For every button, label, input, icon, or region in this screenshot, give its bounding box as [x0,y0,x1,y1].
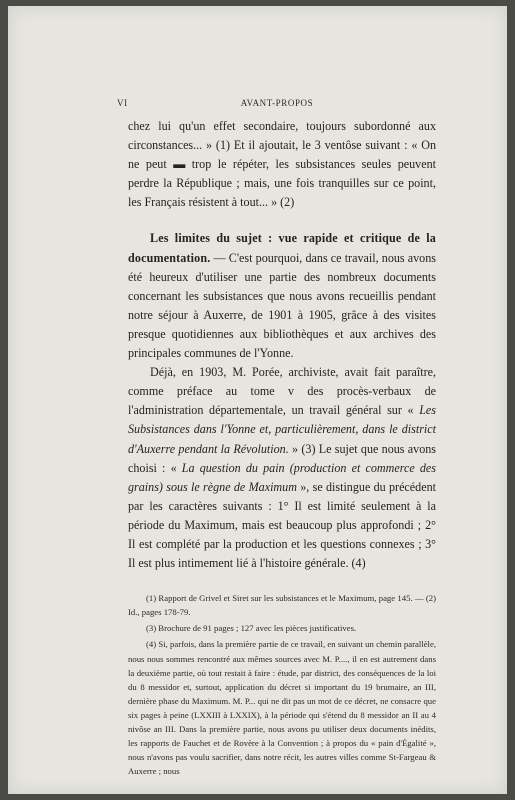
footnotes [128,591,436,778]
paragraph-poree [128,363,436,573]
footnote-1-2: (1) Rapport de Grivel et Siret sur les subsistances et le Maximum, page 145. — (2) Id., pages 178-79. [128,593,436,618]
paragraph-poree-text-a: Déjà, en 1903, M. Porée, archiviste, avait fait paraître, comme préface au tome v des procès-verbaux de l'administration départementale, un travail général sur « [128,365,436,418]
work-title-subject: La question du pain (production et commerce des grains) sous le règne de Maximum [128,460,436,494]
footnote-3: (3) Brochure de 91 pages ; 127 avec les pièces justificatives. [146,623,357,634]
paragraph-limits [128,229,436,363]
text-block [128,117,436,778]
section-heading: Les limites du sujet : vue rapide et critique de la documentation. [128,231,436,265]
page-number: VI [117,98,128,108]
paragraph-poree-text-c: », se distingue du précédent par les caractères suivants : 1° Il est limité seulement à la période du Maximum, mais est beaucoup plus approfondi ; 2° Il est complété par la production et les questions connexes ; 3° Il est plus intimement lié à l'histoire générale. (4) [128,479,436,571]
footnote-4: (4) Si, parfois, dans la première partie de ce travail, en suivant un chemin parallèle, nous nous sommes rencontré aux mêmes sources avec M. P...., il en est autrement dans la deuxième partie, où tout restait à faire : étude, par district, des conséquences de la loi du 8 messidor et, surtout, application du décret si important du 19 brumaire, an III, dernière phase du Maximum. M. P... qui ne dit pas un mot de ce décret, ne consacre que six pages à peine (LXXIII à LXXIX), à la période qui s'étend du 8 messidor an II au 4 nivôse an III. Dans la première partie, nous avons pu utiliser deux documents inédits, les rapports de Fauchet et de Rovère à la Convention ; à propos du « pain d'Égalité », nous n'avons pas voulu sacrifier, dans notre récit, les autres villes comme St-Fargeau & Auxerre ; nous [128,639,436,777]
main-text [128,117,436,573]
paragraph-poree-text-b: » (3) Le sujet que nous avons choisi : « [128,441,436,475]
work-title-poree: Les Subsistances dans l'Yonne et, particulièrement, dans le district d'Auxerre pendant la Révolution. [128,403,436,456]
running-title: AVANT-PROPOS [240,98,314,108]
paragraph-continuation: chez lui qu'un effet secondaire, toujours subordonné aux circonstances... » (1) Et il ajoutait, le 3 ventôse suivant : « On ne peut ▬ trop le répéter, les subsistances seules peuvent perdre la République ; mais, une fois tranquilles sur ce point, les Français résistent à tout... » (2) [128,119,436,210]
paragraph-limits-text: — C'est pourquoi, dans ce travail, nous avons été heureux d'utiliser une partie des nombreux documents concernant les subsistances que nous avons recueillis pendant notre séjour à Auxerre, de 1901 à 1905, grâce à des visites presque quotidiennes aux bibliothèques et aux archives des principales communes de l'Yonne. [128,250,436,361]
